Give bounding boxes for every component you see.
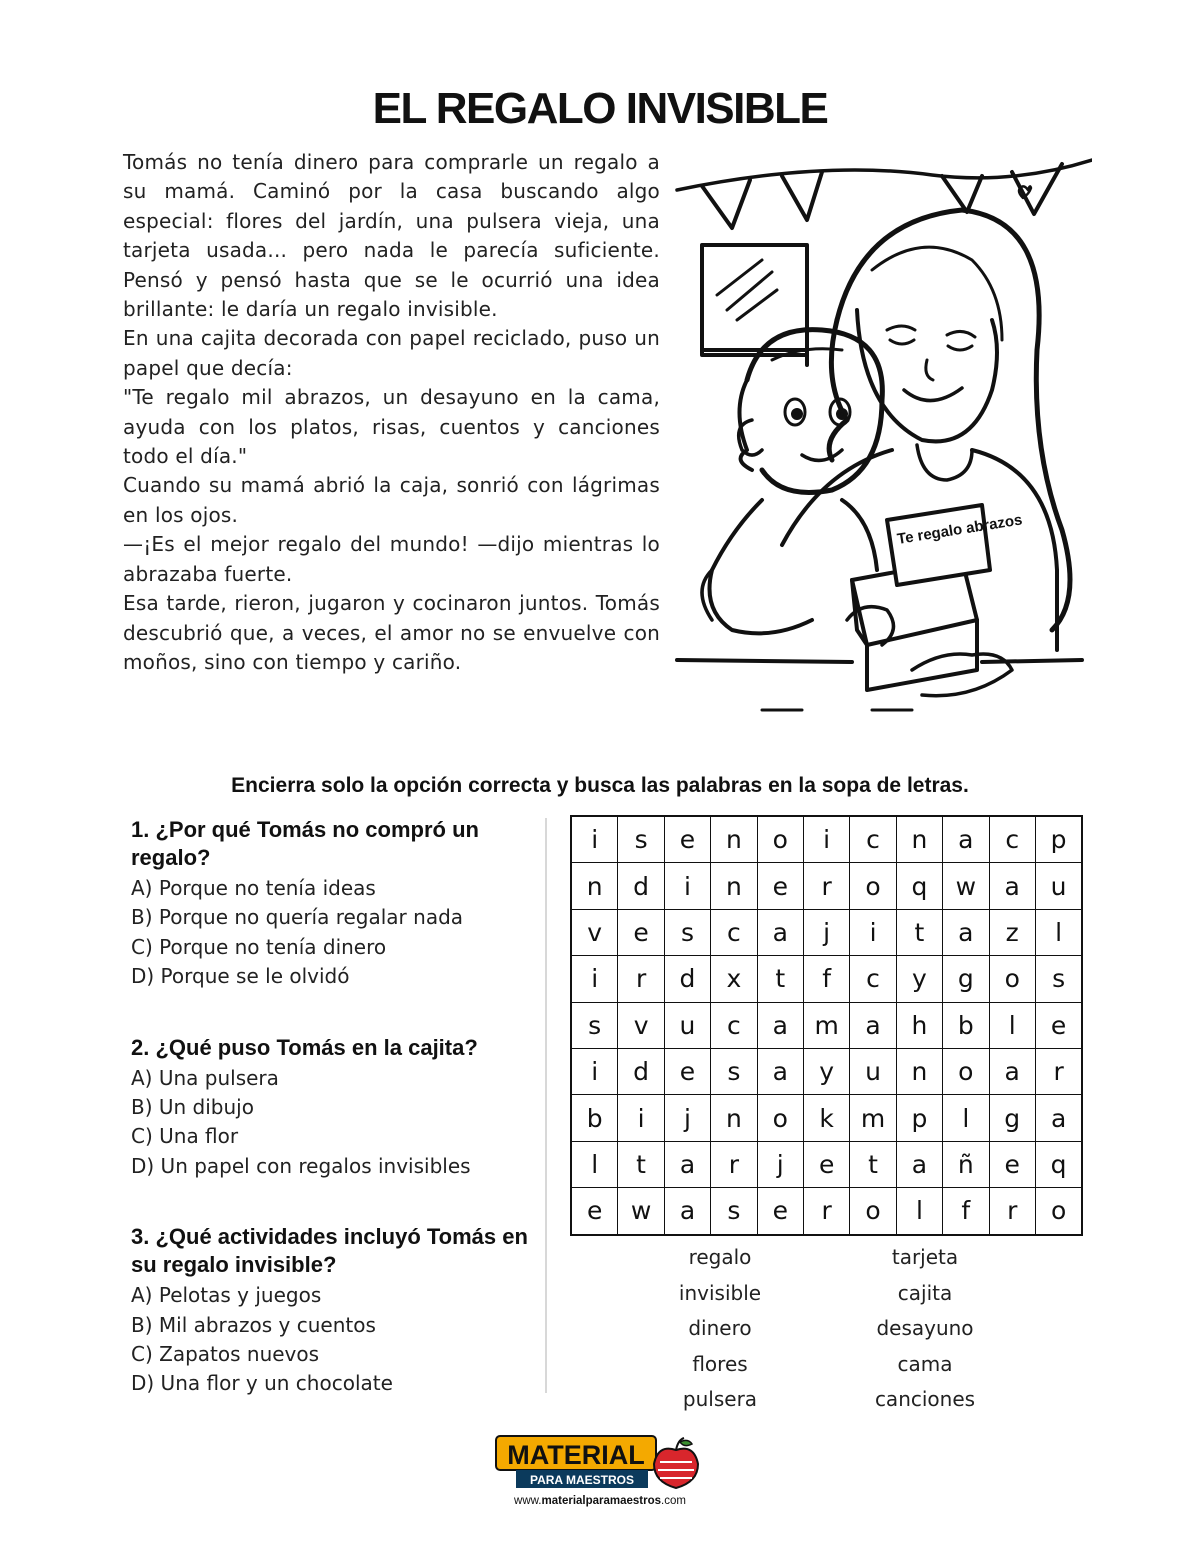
grid-row (571, 909, 1082, 955)
grid-cell[interactable]: a (896, 1141, 942, 1187)
grid-cell[interactable]: f (943, 1188, 989, 1235)
grid-cell[interactable]: n (711, 1095, 757, 1141)
grid-cell[interactable]: r (711, 1141, 757, 1187)
grid-cell[interactable]: r (803, 863, 849, 909)
answer-option[interactable]: D) Un papel con regalos invisibles (131, 1153, 471, 1178)
answer-option[interactable]: C) Porque no tenía dinero (131, 934, 387, 959)
story-paragraph: En una cajita decorada con papel reciclado, puso un papel que decía: (123, 326, 660, 380)
story-paragraph: Esa tarde, rieron, jugaron y cocinaron juntos. Tomás descubrió que, a veces, el amor no se envuelve con moños, sino con tiempo y cariño. (123, 591, 660, 674)
page-title: EL REGALO INVISIBLE (372, 84, 828, 133)
grid-cell[interactable]: d (664, 956, 710, 1002)
grid-cell[interactable]: f (803, 956, 849, 1002)
word-list-right (825, 1240, 1025, 1418)
grid-cell[interactable]: r (1035, 1048, 1082, 1094)
word-list-item: flores (692, 1351, 748, 1376)
grid-cell[interactable]: m (803, 1002, 849, 1048)
story-paragraph: Tomás no tenía dinero para comprarle un regalo a su mamá. Caminó por la casa buscando algo especial: flores del jardín, una pulsera vieja, una tarjeta usada... pero nada le parecía suficiente. Pensó y pensó hasta que se le ocurrió una idea brillante: le daría un regalo invisible. (123, 150, 660, 322)
grid-cell[interactable]: a (757, 1048, 803, 1094)
grid-cell[interactable]: a (664, 1188, 710, 1235)
grid-cell[interactable]: s (711, 1188, 757, 1235)
instructions: Encierra solo la opción correcta y busca las palabras en la sopa de letras. (231, 774, 969, 797)
grid-cell[interactable]: o (989, 956, 1035, 1002)
grid-cell[interactable]: r (618, 956, 664, 1002)
grid-cell[interactable]: p (896, 1095, 942, 1141)
grid-cell[interactable]: u (850, 1048, 896, 1094)
grid-cell[interactable]: g (943, 956, 989, 1002)
grid-cell[interactable]: w (618, 1188, 664, 1235)
grid-cell[interactable]: e (664, 816, 710, 863)
grid-cell[interactable]: y (803, 1048, 849, 1094)
grid-cell[interactable]: c (711, 1002, 757, 1048)
answer-option[interactable]: C) Una flor (131, 1124, 239, 1149)
question-title: 2. ¿Qué puso Tomás en la cajita? (131, 1034, 478, 1060)
grid-cell[interactable]: a (943, 909, 989, 955)
word-list-left (620, 1240, 820, 1418)
grid-cell[interactable]: v (618, 1002, 664, 1048)
question-3 (131, 1223, 531, 1399)
logo-mark (490, 1432, 710, 1494)
grid-cell[interactable]: o (850, 1188, 896, 1235)
answer-option[interactable]: B) Un dibujo (131, 1095, 254, 1120)
grid-cell[interactable]: c (850, 816, 896, 863)
grid-cell[interactable]: j (664, 1095, 710, 1141)
grid-cell[interactable]: n (711, 816, 757, 863)
grid-row (571, 816, 1082, 863)
grid-cell[interactable]: o (757, 1095, 803, 1141)
answer-option[interactable]: D) Una flor y un chocolate (131, 1371, 393, 1396)
word-list-item: dinero (688, 1316, 752, 1340)
story-paragraph: "Te regalo mil abrazos, un desayuno en la cama, ayuda con los platos, risas, cuentos y canciones todo el día." (123, 385, 660, 469)
grid-cell[interactable]: ñ (943, 1141, 989, 1187)
question-title: 3. ¿Qué actividades incluyó Tomás en su regalo invisible? (131, 1224, 528, 1278)
grid-cell[interactable]: s (571, 1002, 618, 1048)
grid-row (571, 1188, 1082, 1235)
grid-cell[interactable]: q (1035, 1141, 1082, 1187)
logo-subtitle: PARA MAESTROS (529, 1473, 635, 1487)
grid-cell[interactable]: m (850, 1095, 896, 1141)
grid-cell[interactable]: o (1035, 1188, 1082, 1235)
apple-icon (654, 1438, 698, 1488)
grid-cell[interactable]: a (943, 816, 989, 863)
grid-cell[interactable]: e (664, 1048, 710, 1094)
grid-row (571, 956, 1082, 1002)
question-2 (131, 1034, 531, 1182)
grid-cell[interactable]: x (711, 956, 757, 1002)
url-suffix: .com (661, 1495, 686, 1507)
answer-option[interactable]: A) Porque no tenía ideas (131, 876, 376, 900)
grid-cell[interactable]: q (896, 863, 942, 909)
grid-cell[interactable]: e (1035, 1002, 1082, 1048)
grid-cell[interactable]: i (803, 816, 849, 863)
grid-cell[interactable]: l (571, 1141, 618, 1187)
grid-cell[interactable]: t (850, 1141, 896, 1187)
answer-option[interactable]: A) Una pulsera (131, 1065, 279, 1090)
grid-cell[interactable]: s (711, 1048, 757, 1094)
grid-cell[interactable]: e (757, 863, 803, 909)
grid-cell[interactable]: a (757, 1002, 803, 1048)
grid-cell[interactable]: e (571, 1188, 618, 1235)
grid-cell[interactable]: t (896, 909, 942, 955)
grid-cell[interactable]: i (664, 863, 710, 909)
grid-cell[interactable]: n (711, 863, 757, 909)
grid-cell[interactable]: e (757, 1188, 803, 1235)
grid-cell[interactable]: i (571, 1048, 618, 1094)
questions-column (131, 816, 531, 1441)
grid-cell[interactable]: s (664, 909, 710, 955)
answer-option[interactable]: B) Porque no quería regalar nada (131, 905, 464, 930)
grid-cell[interactable]: a (1035, 1095, 1082, 1141)
grid-cell[interactable]: t (757, 956, 803, 1002)
grid-cell[interactable]: n (896, 816, 942, 863)
grid-cell[interactable]: u (664, 1002, 710, 1048)
publisher-logo (490, 1432, 710, 1512)
grid-cell[interactable]: j (803, 909, 849, 955)
grid-cell[interactable]: b (943, 1002, 989, 1048)
grid-cell[interactable]: g (989, 1095, 1035, 1141)
grid-cell[interactable]: c (989, 816, 1035, 863)
url-domain: materialparamaestros (541, 1495, 662, 1507)
grid-row (571, 1048, 1082, 1094)
grid-cell[interactable]: i (618, 1095, 664, 1141)
logo-url[interactable] (490, 1495, 710, 1507)
grid-cell[interactable]: s (618, 816, 664, 863)
grid-cell[interactable]: c (850, 956, 896, 1002)
grid-cell[interactable]: l (896, 1188, 942, 1235)
url-prefix: www. (514, 1495, 542, 1507)
grid-cell[interactable]: a (850, 1002, 896, 1048)
mother-son-illustration (672, 150, 1092, 715)
grid-cell[interactable]: l (989, 1002, 1035, 1048)
grid-cell[interactable]: o (757, 816, 803, 863)
word-list-item: cajita (897, 1280, 953, 1305)
grid-cell[interactable]: p (1035, 816, 1082, 863)
grid-cell[interactable]: o (943, 1048, 989, 1094)
story-text (123, 148, 660, 677)
question-1 (131, 816, 531, 992)
grid-cell[interactable]: y (896, 956, 942, 1002)
grid-cell[interactable]: e (618, 909, 664, 955)
word-list-item: invisible (678, 1280, 762, 1305)
grid-cell[interactable]: s (1035, 956, 1082, 1002)
grid-cell[interactable]: c (711, 909, 757, 955)
grid-cell[interactable]: k (803, 1095, 849, 1141)
logo-title: MATERIAL (507, 1440, 645, 1470)
grid-cell[interactable]: n (896, 1048, 942, 1094)
grid-cell[interactable]: t (618, 1141, 664, 1187)
grid-cell[interactable]: h (896, 1002, 942, 1048)
word-list-item: regalo (688, 1245, 752, 1269)
grid-cell[interactable]: o (850, 863, 896, 909)
grid-cell[interactable]: i (571, 956, 618, 1002)
grid-cell[interactable]: v (571, 909, 618, 955)
grid-cell[interactable]: a (757, 909, 803, 955)
grid-cell[interactable]: e (989, 1141, 1035, 1187)
grid-cell[interactable]: d (618, 863, 664, 909)
word-list-item: tarjeta (891, 1245, 959, 1269)
answer-option[interactable]: B) Mil abrazos y cuentos (131, 1312, 376, 1337)
story-paragraph: Cuando su mamá abrió la caja, sonrió con lágrimas en los ojos. (123, 473, 660, 527)
grid-cell[interactable]: j (757, 1141, 803, 1187)
grid-cell[interactable]: n (571, 863, 618, 909)
grid-cell[interactable]: a (989, 1048, 1035, 1094)
grid-row (571, 863, 1082, 909)
grid-cell[interactable]: w (943, 863, 989, 909)
grid-row (571, 1141, 1082, 1187)
word-list-item: pulsera (682, 1387, 758, 1411)
story-paragraph: —¡Es el mejor regalo del mundo! —dijo mientras lo abrazaba fuerte. (123, 532, 660, 586)
gift-note: Te regalo abrazos (895, 511, 1024, 548)
grid-cell[interactable]: e (803, 1141, 849, 1187)
word-list-item: cama (897, 1351, 953, 1376)
column-divider (545, 818, 547, 1393)
grid-cell[interactable]: u (1035, 863, 1082, 909)
grid-cell[interactable]: z (989, 909, 1035, 955)
answer-option[interactable]: A) Pelotas y juegos (131, 1283, 322, 1308)
grid-cell[interactable]: l (943, 1095, 989, 1141)
answer-option[interactable]: C) Zapatos nuevos (131, 1342, 320, 1367)
grid-cell[interactable]: l (1035, 909, 1082, 955)
grid-cell[interactable]: d (618, 1048, 664, 1094)
grid-cell[interactable]: i (571, 816, 618, 863)
word-search-grid (570, 815, 1083, 1236)
answer-option[interactable]: D) Porque se le olvidó (131, 964, 350, 989)
grid-row (571, 1095, 1082, 1141)
word-list-item: desayuno (876, 1316, 974, 1340)
grid-cell[interactable]: b (571, 1095, 618, 1141)
grid-cell[interactable]: r (989, 1188, 1035, 1235)
question-title: 1. ¿Por qué Tomás no compró un regalo? (131, 817, 479, 870)
grid-cell[interactable]: i (850, 909, 896, 955)
grid-cell[interactable]: a (664, 1141, 710, 1187)
grid-row (571, 1002, 1082, 1048)
grid-cell[interactable]: r (803, 1188, 849, 1235)
word-list-item: canciones (874, 1387, 976, 1411)
grid-cell[interactable]: a (989, 863, 1035, 909)
